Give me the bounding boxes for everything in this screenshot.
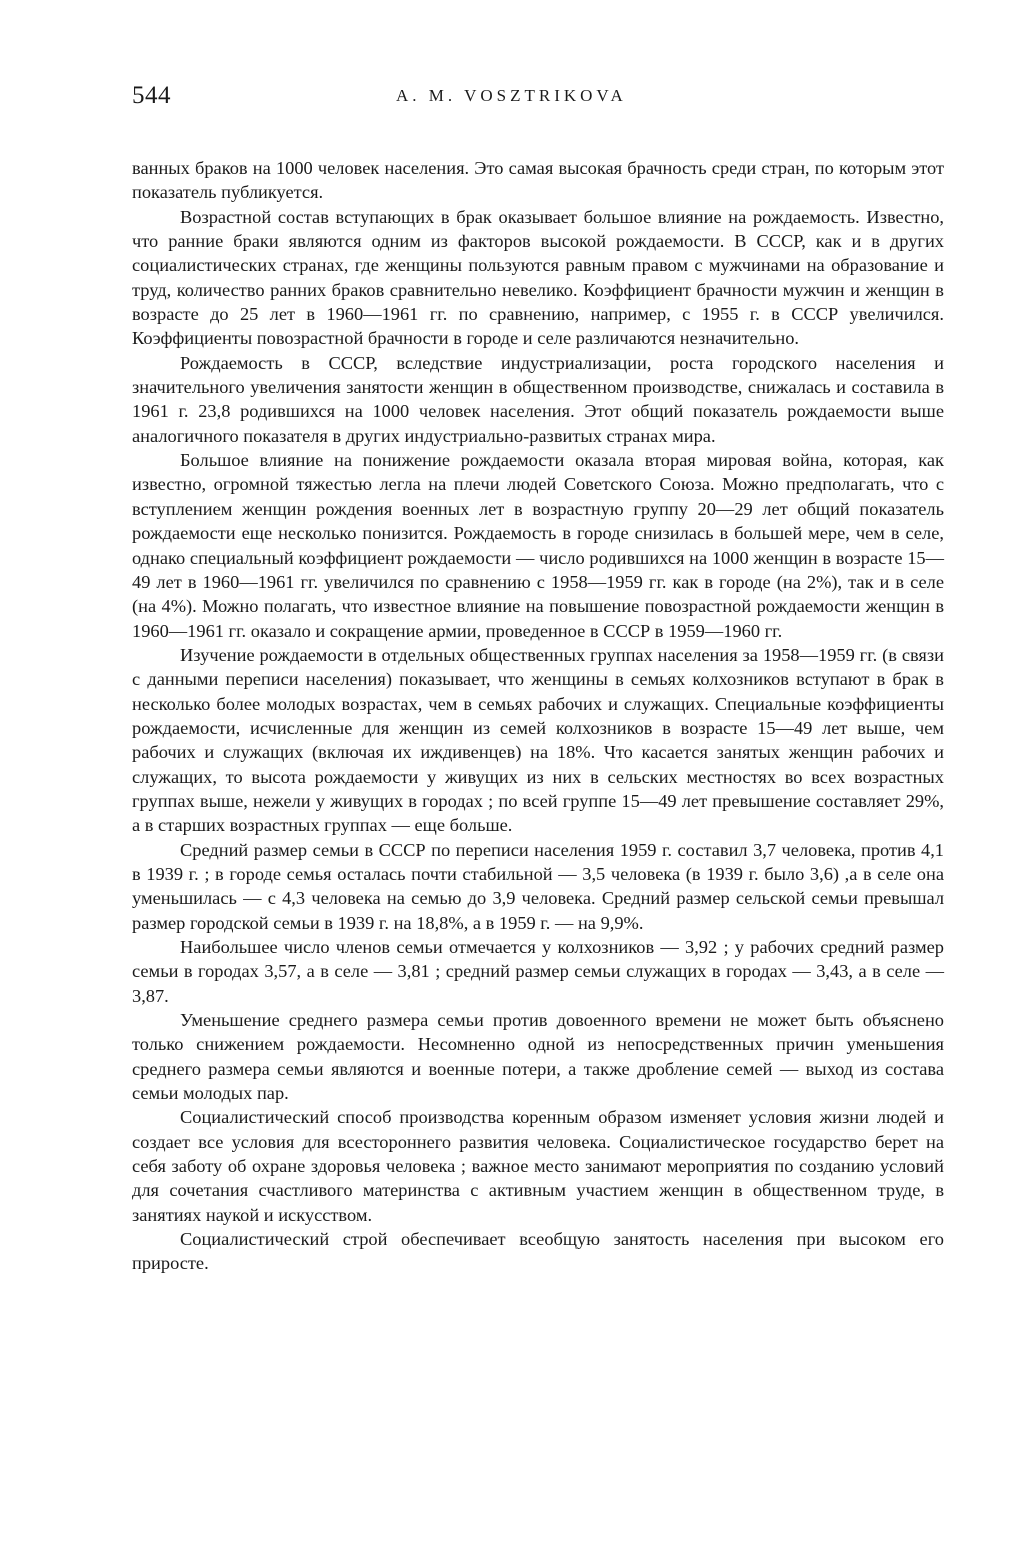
paragraph-family-decrease: Уменьшение среднего размера семьи против довоенного времени не может быть объяснено только снижением рождаемости. Несомненно одной из непосредственных причин уменьшения среднего размера семьи являются и военные потери, а также дробление семей — выход из состава семьи молодых пар. bbox=[132, 1010, 944, 1104]
paragraph-war-influence: Большое влияние на понижение рождаемости оказала вторая мировая война, которая, как известно, огромной тяжестью легла на плечи людей Советского Союза. Можно предполагать, что с вступлением женщин рождения военных лет в возрастную группу 20—29 лет общий показатель рождаемости еще несколько понизится. Рождаемость в городе снизилась в большей мере, чем в селе, однако специальный коэффициент рождаемости — число родившихся на 1000 женщин в возрасте 15—49 лет в 1960—1961 гг. увеличился по сравнению с 1958—1959 гг. как в городе (на 2%), так и в селе (на 4%). Можно полагать, что известное влияние на повышение повозрастной рождаемости женщин в 1960—1961 гг. оказало и сокращение армии, проведенное в СССР в 1959—1960 гг. bbox=[132, 450, 944, 641]
paragraph-marriage-age: Возрастной состав вступающих в брак оказывает большое влияние на рождаемость. Известно, что ранние браки являются одним из факторов высокой рождаемости. В СССР, как и в других социалистических странах, где женщины пользуются равным правом с мужчинами на образование и труд, количество ранних браков сравнительно невелико. Коэффициент брачности мужчин и женщин в возрасте до 25 лет в 1960—1961 гг. по сравнению, например, с 1955 г. в СССР увеличился. Коэффициенты повозрастной брачности в городе и селе различаются незначительно. bbox=[132, 206, 944, 349]
page-number: 544 bbox=[132, 82, 171, 109]
paragraph-family-members: Наибольшее число членов семьи отмечается у колхозников — 3,92 ; у рабочих средний размер семьи в городах 3,57, а в селе — 3,81 ; средний размер семьи служащих в городах — 3,43, а в селе — 3,87. bbox=[132, 937, 944, 1006]
paragraph-continuation: ванных браков на 1000 человек населения. Это самая высокая брачность среди стран, по которым этот показатель публикуется. bbox=[132, 158, 944, 203]
paragraph-social-groups: Изучение рождаемости в отдельных общественных группах населения за 1958—1959 гг. (в связи с данными переписи населения) показывает, что женщины в семьях колхозников вступают в брак в несколько более молодых возрастах, чем в семьях рабочих и служащих. Специальные коэффициенты рождаемости, исчисленные для женщин из семей колхозников в возрасте 15—49 лет выше, чем рабочих и служащих (включая их иждивенцев) на 18%. Что касается занятых женщин рабочих и служащих, то высота рождаемости у живущих из них в сельских местностях во всех возрастных группах выше, нежели у живущих в городах ; по всей группе 15—49 лет превышение составляет 29%, а в старших возрастных группах — еще больше. bbox=[132, 644, 944, 836]
running-head-author: A. M. VOSZTRIKOVA bbox=[396, 86, 627, 105]
page bbox=[132, 82, 944, 1276]
running-head bbox=[132, 82, 944, 118]
paragraph-employment: Социалистический строй обеспечивает всеобщую занятость населения при высоком его приросте. bbox=[132, 1229, 944, 1274]
paragraph-family-size: Средний размер семьи в СССР по переписи населения 1959 г. составил 3,7 человека, против 4,1 в 1939 г. ; в городе семья осталась почти стабильной — 3,5 человека (в 1939 г. было 3,6) ,а в селе она уменьшилась — с 4,3 человека на семью до 3,9 человека. Средний размер сельской семьи превышал размер городской семьи в 1939 г. на 18,8%, а в 1959 г. — на 9,9%. bbox=[132, 839, 944, 933]
paragraph-socialist-production: Социалистический способ производства коренным образом изменяет условия жизни людей и создает все условия для всестороннего развития человека. Социалистическое государство берет на себя заботу об охране здоровья человека ; важное место занимают мероприятия по созданию условий для сочетания счастливого материнства с активным участием женщин в общественном труде, в занятиях наукой и искусством. bbox=[132, 1107, 944, 1225]
body-text bbox=[132, 156, 944, 1276]
paragraph-birth-rate: Рождаемость в СССР, вследствие индустриализации, роста городского населения и значительного увеличения занятости женщин в общественном производстве, снижалась и составила в 1961 г. 23,8 родившихся на 1000 человек населения. Этот общий показатель рождаемости выше аналогичного показателя в других индустриально-развитых странах мира. bbox=[132, 352, 944, 446]
